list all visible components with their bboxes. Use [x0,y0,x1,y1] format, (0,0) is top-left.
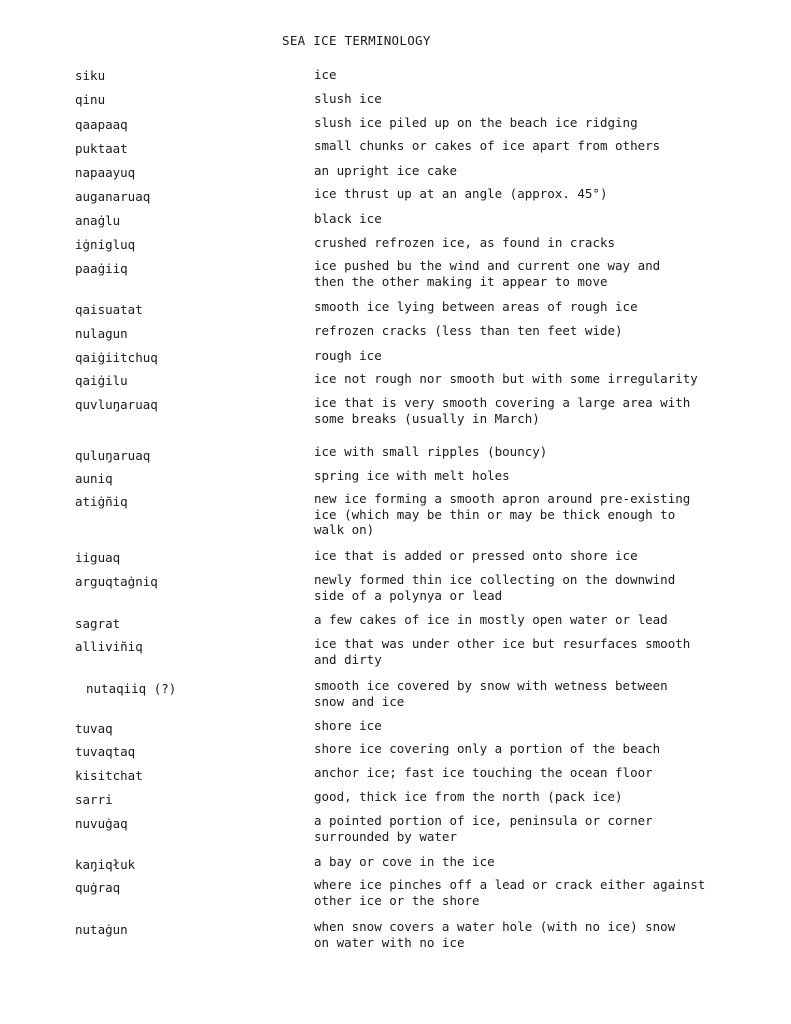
glossary-term: alliviñiq [75,639,143,654]
page-title: SEA ICE TERMINOLOGY [282,33,431,48]
glossary-term: arguqtaġniq [75,574,158,589]
glossary-term: quluŋaruaq [75,448,151,463]
glossary-term: nutaġun [75,922,128,937]
glossary-definition: a pointed portion of ice, peninsula or corner surrounded by water [314,813,653,844]
glossary-definition: rough ice [314,348,382,363]
glossary-term: qaapaaq [75,117,128,132]
glossary-definition: ice pushed bu the wind and current one way and then the other making it appear to move [314,258,661,289]
glossary-term: nutaqiiq (?) [86,681,177,696]
glossary-definition: a few cakes of ice in mostly open water or lead [314,612,668,627]
glossary-term: tuvaq [75,721,113,736]
glossary-definition: smooth ice covered by snow with wetness between snow and ice [314,678,668,709]
glossary-term: nulagun [75,326,128,341]
glossary-definition: refrozen cracks (less than ten feet wide) [314,323,623,338]
glossary-term: sarri [75,792,113,807]
glossary-definition: crushed refrozen ice, as found in cracks [314,235,616,250]
glossary-definition: newly formed thin ice collecting on the downwind side of a polynya or lead [314,572,676,603]
glossary-term: iiguaq [75,550,121,565]
glossary-term: qaisuatat [75,302,143,317]
glossary-definition: where ice pinches off a lead or crack either against other ice or the shore [314,877,706,908]
glossary-term: iġnigluq [75,237,136,252]
glossary-term: kisitchat [75,768,143,783]
glossary-term: anaġlu [75,213,121,228]
glossary-term: auniq [75,471,113,486]
glossary-term: paaġiiq [75,261,128,276]
glossary-definition: a bay or cove in the ice [314,854,495,869]
glossary-definition: small chunks or cakes of ice apart from others [314,138,661,153]
glossary-definition: ice that is added or pressed onto shore ice [314,548,638,563]
glossary-term: qinu [75,92,106,107]
glossary-definition: ice with small ripples (bouncy) [314,444,548,459]
glossary-term: nuvuġaq [75,816,128,831]
glossary-definition: ice [314,67,337,82]
glossary-term: napaayuq [75,165,136,180]
glossary-term: auganaruaq [75,189,151,204]
glossary-term: tuvaqtaq [75,744,136,759]
glossary-term: kaŋiqłuk [75,857,136,872]
glossary-definition: slush ice [314,91,382,106]
glossary-term: sagrat [75,616,121,631]
glossary-term: atiġñiq [75,494,128,509]
glossary-term: quvluŋaruaq [75,397,158,412]
glossary-definition: ice that was under other ice but resurfaces smooth and dirty [314,636,691,667]
glossary-definition: ice that is very smooth covering a large area with some breaks (usually in March) [314,395,691,426]
glossary-definition: shore ice covering only a portion of the beach [314,741,661,756]
glossary-term: qaiġilu [75,373,128,388]
glossary-definition: an upright ice cake [314,163,457,178]
glossary-term: siku [75,68,106,83]
glossary-term: qaiġiitchuq [75,350,158,365]
glossary-definition: shore ice [314,718,382,733]
glossary-definition: spring ice with melt holes [314,468,510,483]
glossary-definition: when snow covers a water hole (with no ice) snow on water with no ice [314,919,676,950]
glossary-definition: ice thrust up at an angle (approx. 45°) [314,186,608,201]
glossary-definition: slush ice piled up on the beach ice ridging [314,115,638,130]
glossary-definition: ice not rough nor smooth but with some irregularity [314,371,698,386]
glossary-term: puktaat [75,141,128,156]
glossary-definition: new ice forming a smooth apron around pre-existing ice (which may be thin or may be thick enough to walk on) [314,491,691,537]
glossary-definition: black ice [314,211,382,226]
glossary-term: quġraq [75,880,121,895]
glossary-definition: good, thick ice from the north (pack ice) [314,789,623,804]
glossary-definition: smooth ice lying between areas of rough ice [314,299,638,314]
glossary-definition: anchor ice; fast ice touching the ocean floor [314,765,653,780]
